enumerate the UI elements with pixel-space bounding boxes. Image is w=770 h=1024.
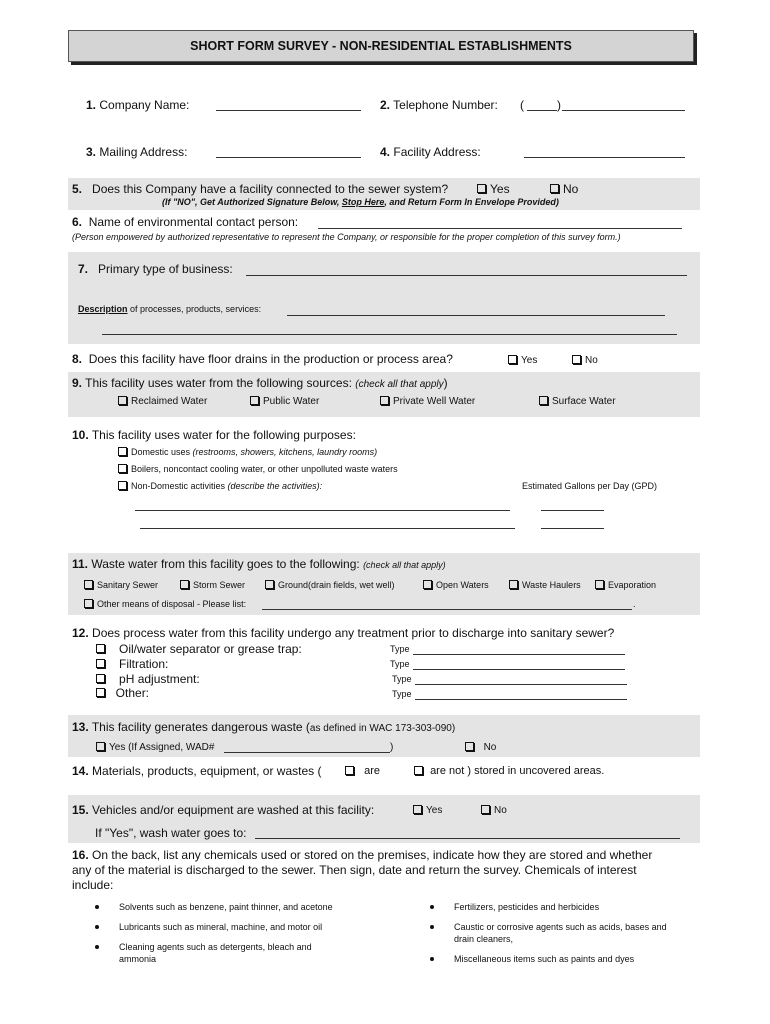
- q9-option-surface[interactable]: Surface Water: [539, 396, 616, 407]
- q9-option-reclaimed[interactable]: Reclaimed Water: [118, 396, 207, 407]
- chemical-item-fertilizers: Fertilizers, pesticides and herbicides: [430, 902, 599, 912]
- q11-option-open-waters[interactable]: Open Waters: [423, 580, 489, 590]
- q11-option-ground[interactable]: Ground(drain fields, wet well): [265, 580, 395, 590]
- checkbox-icon[interactable]: [423, 580, 432, 589]
- q12-item-filtration[interactable]: Filtration:: [96, 657, 168, 671]
- q2-label: 2. Telephone Number:: [380, 98, 498, 112]
- q15-no-option[interactable]: No: [481, 805, 507, 816]
- q16-line-2: any of the material is discharged to the sewer. Then sign, date and return the survey. Chemicals of interest: [72, 863, 637, 877]
- area-code-close: ): [557, 98, 561, 112]
- checkbox-icon[interactable]: [539, 396, 548, 405]
- q6-note: (Person empowered by authorized representative to represent the Company, or responsible for the proper completion of this survey form.): [72, 232, 621, 242]
- q15-label: 15. Vehicles and/or equipment are washed at this facility:: [72, 803, 375, 817]
- gpd-field-2[interactable]: [541, 528, 604, 529]
- q11-option-other[interactable]: Other means of disposal - Please list:: [84, 599, 246, 609]
- chemical-item-misc: Miscellaneous items such as paints and dyes: [430, 954, 634, 964]
- q12-item-other[interactable]: Other:: [96, 686, 149, 700]
- q1-label: 1. Company Name:: [86, 98, 190, 112]
- business-type-field[interactable]: [246, 275, 687, 276]
- q10-option-boilers[interactable]: Boilers, noncontact cooling water, or other unpolluted waste waters: [118, 464, 398, 474]
- checkbox-icon[interactable]: [118, 481, 127, 490]
- mailing-address-field[interactable]: [216, 157, 361, 158]
- q4-label: 4. Facility Address:: [380, 145, 481, 159]
- q5-label: 5. Does this Company have a facility connected to the sewer system?: [72, 182, 449, 196]
- bullet-icon: [430, 957, 434, 961]
- q7-label: 7. Primary type of business:: [78, 262, 233, 276]
- type-field-4[interactable]: [415, 699, 627, 700]
- type-field-2[interactable]: [413, 669, 625, 670]
- checkbox-icon[interactable]: [180, 580, 189, 589]
- bullet-icon: [95, 945, 99, 949]
- type-label-3: Type: [392, 674, 412, 684]
- q13-yes-option[interactable]: Yes (If Assigned, WAD#: [96, 742, 214, 753]
- q11-option-waste-haulers[interactable]: Waste Haulers: [509, 580, 581, 590]
- bullet-icon: [430, 905, 434, 909]
- type-label-2: Type: [390, 659, 410, 669]
- type-field-3[interactable]: [415, 684, 627, 685]
- description-field[interactable]: [287, 315, 665, 316]
- q9-option-private-well[interactable]: Private Well Water: [380, 396, 475, 407]
- q6-label: 6. Name of environmental contact person:: [72, 215, 299, 229]
- q11-option-sanitary[interactable]: Sanitary Sewer: [84, 580, 158, 590]
- page-title: SHORT FORM SURVEY - NON-RESIDENTIAL ESTABLISHMENTS: [190, 39, 572, 53]
- q16-line-3: include:: [72, 878, 114, 892]
- checkbox-icon[interactable]: [84, 580, 93, 589]
- q7-description-label: Description of processes, products, services:: [78, 304, 262, 314]
- q13-no-option[interactable]: No: [465, 742, 496, 753]
- checkbox-icon[interactable]: [118, 396, 127, 405]
- gpd-label: Estimated Gallons per Day (GPD): [522, 481, 658, 491]
- type-label-1: Type: [390, 644, 410, 654]
- checkbox-icon[interactable]: [572, 355, 581, 364]
- activity-field-1[interactable]: [135, 510, 510, 511]
- description-field-2[interactable]: [102, 334, 677, 335]
- q14-label: 14. Materials, products, equipment, or wastes (: [72, 764, 322, 778]
- other-disposal-field[interactable]: [262, 609, 632, 610]
- wad-number-field[interactable]: [224, 752, 390, 753]
- contact-person-field[interactable]: [318, 228, 682, 229]
- chemical-item-lubricants: Lubricants such as mineral, machine, and motor oil: [95, 922, 322, 932]
- checkbox-icon[interactable]: [118, 447, 127, 456]
- checkbox-icon[interactable]: [96, 688, 105, 697]
- q5-note: (If "NO", Get Authorized Signature Below, Stop Here, and Return Form In Envelope Provided): [162, 197, 559, 207]
- q9-label: 9. This facility uses water from the following sources: (check all that apply): [72, 376, 448, 390]
- checkbox-icon[interactable]: [96, 659, 105, 668]
- checkbox-icon[interactable]: [413, 805, 422, 814]
- bullet-icon: [95, 925, 99, 929]
- checkbox-icon[interactable]: [118, 464, 127, 473]
- q12-label: 12. Does process water from this facility undergo any treatment prior to discharge into sanitary sewer?: [72, 626, 615, 640]
- q15-if-yes-label: If "Yes", wash water goes to:: [95, 826, 247, 840]
- chemical-item-caustic-cont: drain cleaners,: [454, 934, 514, 944]
- q13-label: 13. This facility generates dangerous waste (as defined in WAC 173-303-090): [72, 720, 456, 734]
- checkbox-icon[interactable]: [509, 580, 518, 589]
- title-box: [68, 30, 694, 62]
- q8-yes-option[interactable]: Yes: [508, 355, 537, 366]
- q11-option-evaporation[interactable]: Evaporation: [595, 580, 656, 590]
- checkbox-icon[interactable]: [508, 355, 517, 364]
- q10-option-domestic[interactable]: Domestic uses (restrooms, showers, kitchens, laundry rooms): [118, 447, 377, 457]
- area-code-open: (: [520, 98, 524, 112]
- checkbox-icon[interactable]: [481, 805, 490, 814]
- checkbox-icon[interactable]: [380, 396, 389, 405]
- checkbox-icon[interactable]: [96, 742, 105, 751]
- checkbox-icon[interactable]: [465, 742, 474, 751]
- checkbox-icon[interactable]: [550, 184, 559, 193]
- q11-label: 11. Waste water from this facility goes to the following: (check all that apply): [72, 557, 446, 571]
- checkbox-icon[interactable]: [595, 580, 604, 589]
- checkbox-icon[interactable]: [96, 674, 105, 683]
- q11-option-storm[interactable]: Storm Sewer: [180, 580, 245, 590]
- q8-no-option[interactable]: No: [572, 355, 598, 366]
- q3-label: 3. Mailing Address:: [86, 145, 188, 159]
- q5-no-option[interactable]: No: [550, 182, 578, 196]
- q14-are-option[interactable]: are: [345, 765, 380, 777]
- checkbox-icon[interactable]: [477, 184, 486, 193]
- type-field-1[interactable]: [413, 654, 625, 655]
- company-name-field[interactable]: [216, 110, 361, 111]
- q9-option-public[interactable]: Public Water: [250, 396, 319, 407]
- type-label-4: Type: [392, 689, 412, 699]
- q12-item-oil-water[interactable]: Oil/water separator or grease trap:: [96, 642, 302, 656]
- checkbox-icon[interactable]: [414, 766, 423, 775]
- other-disposal-end: .: [633, 599, 636, 609]
- gpd-field-1[interactable]: [541, 510, 604, 511]
- facility-address-field[interactable]: [524, 157, 685, 158]
- bullet-icon: [95, 905, 99, 909]
- wad-close: ): [390, 742, 394, 753]
- checkbox-icon[interactable]: [265, 580, 274, 589]
- bullet-icon: [430, 925, 434, 929]
- chemical-item-caustic: Caustic or corrosive agents such as acids, bases and: [430, 922, 667, 932]
- activity-field-2[interactable]: [140, 528, 515, 529]
- wash-water-field[interactable]: [255, 838, 680, 839]
- chemical-item-cleaning-cont: ammonia: [119, 954, 157, 964]
- checkbox-icon[interactable]: [84, 599, 93, 608]
- telephone-field[interactable]: [562, 110, 685, 111]
- checkbox-icon[interactable]: [96, 644, 105, 653]
- chemical-item-cleaning: Cleaning agents such as detergents, bleach and: [95, 942, 312, 952]
- chemical-item-solvents: Solvents such as benzene, paint thinner, and acetone: [95, 902, 333, 912]
- area-code-field[interactable]: [527, 110, 557, 111]
- q14-are-not-option[interactable]: are not ) stored in uncovered areas.: [414, 765, 604, 777]
- checkbox-icon[interactable]: [250, 396, 259, 405]
- checkbox-icon[interactable]: [345, 766, 354, 775]
- q8-label: 8. Does this facility have floor drains in the production or process area?: [72, 352, 453, 366]
- q10-label: 10. This facility uses water for the following purposes:: [72, 428, 356, 442]
- q5-yes-option[interactable]: Yes: [477, 182, 510, 196]
- q12-item-ph[interactable]: pH adjustment:: [96, 672, 200, 686]
- q16-line-1: 16. On the back, list any chemicals used or stored on the premises, indicate how they are stored and whether: [72, 848, 653, 862]
- q10-option-non-domestic[interactable]: Non-Domestic activities (describe the activities):: [118, 481, 322, 491]
- q15-yes-option[interactable]: Yes: [413, 805, 442, 816]
